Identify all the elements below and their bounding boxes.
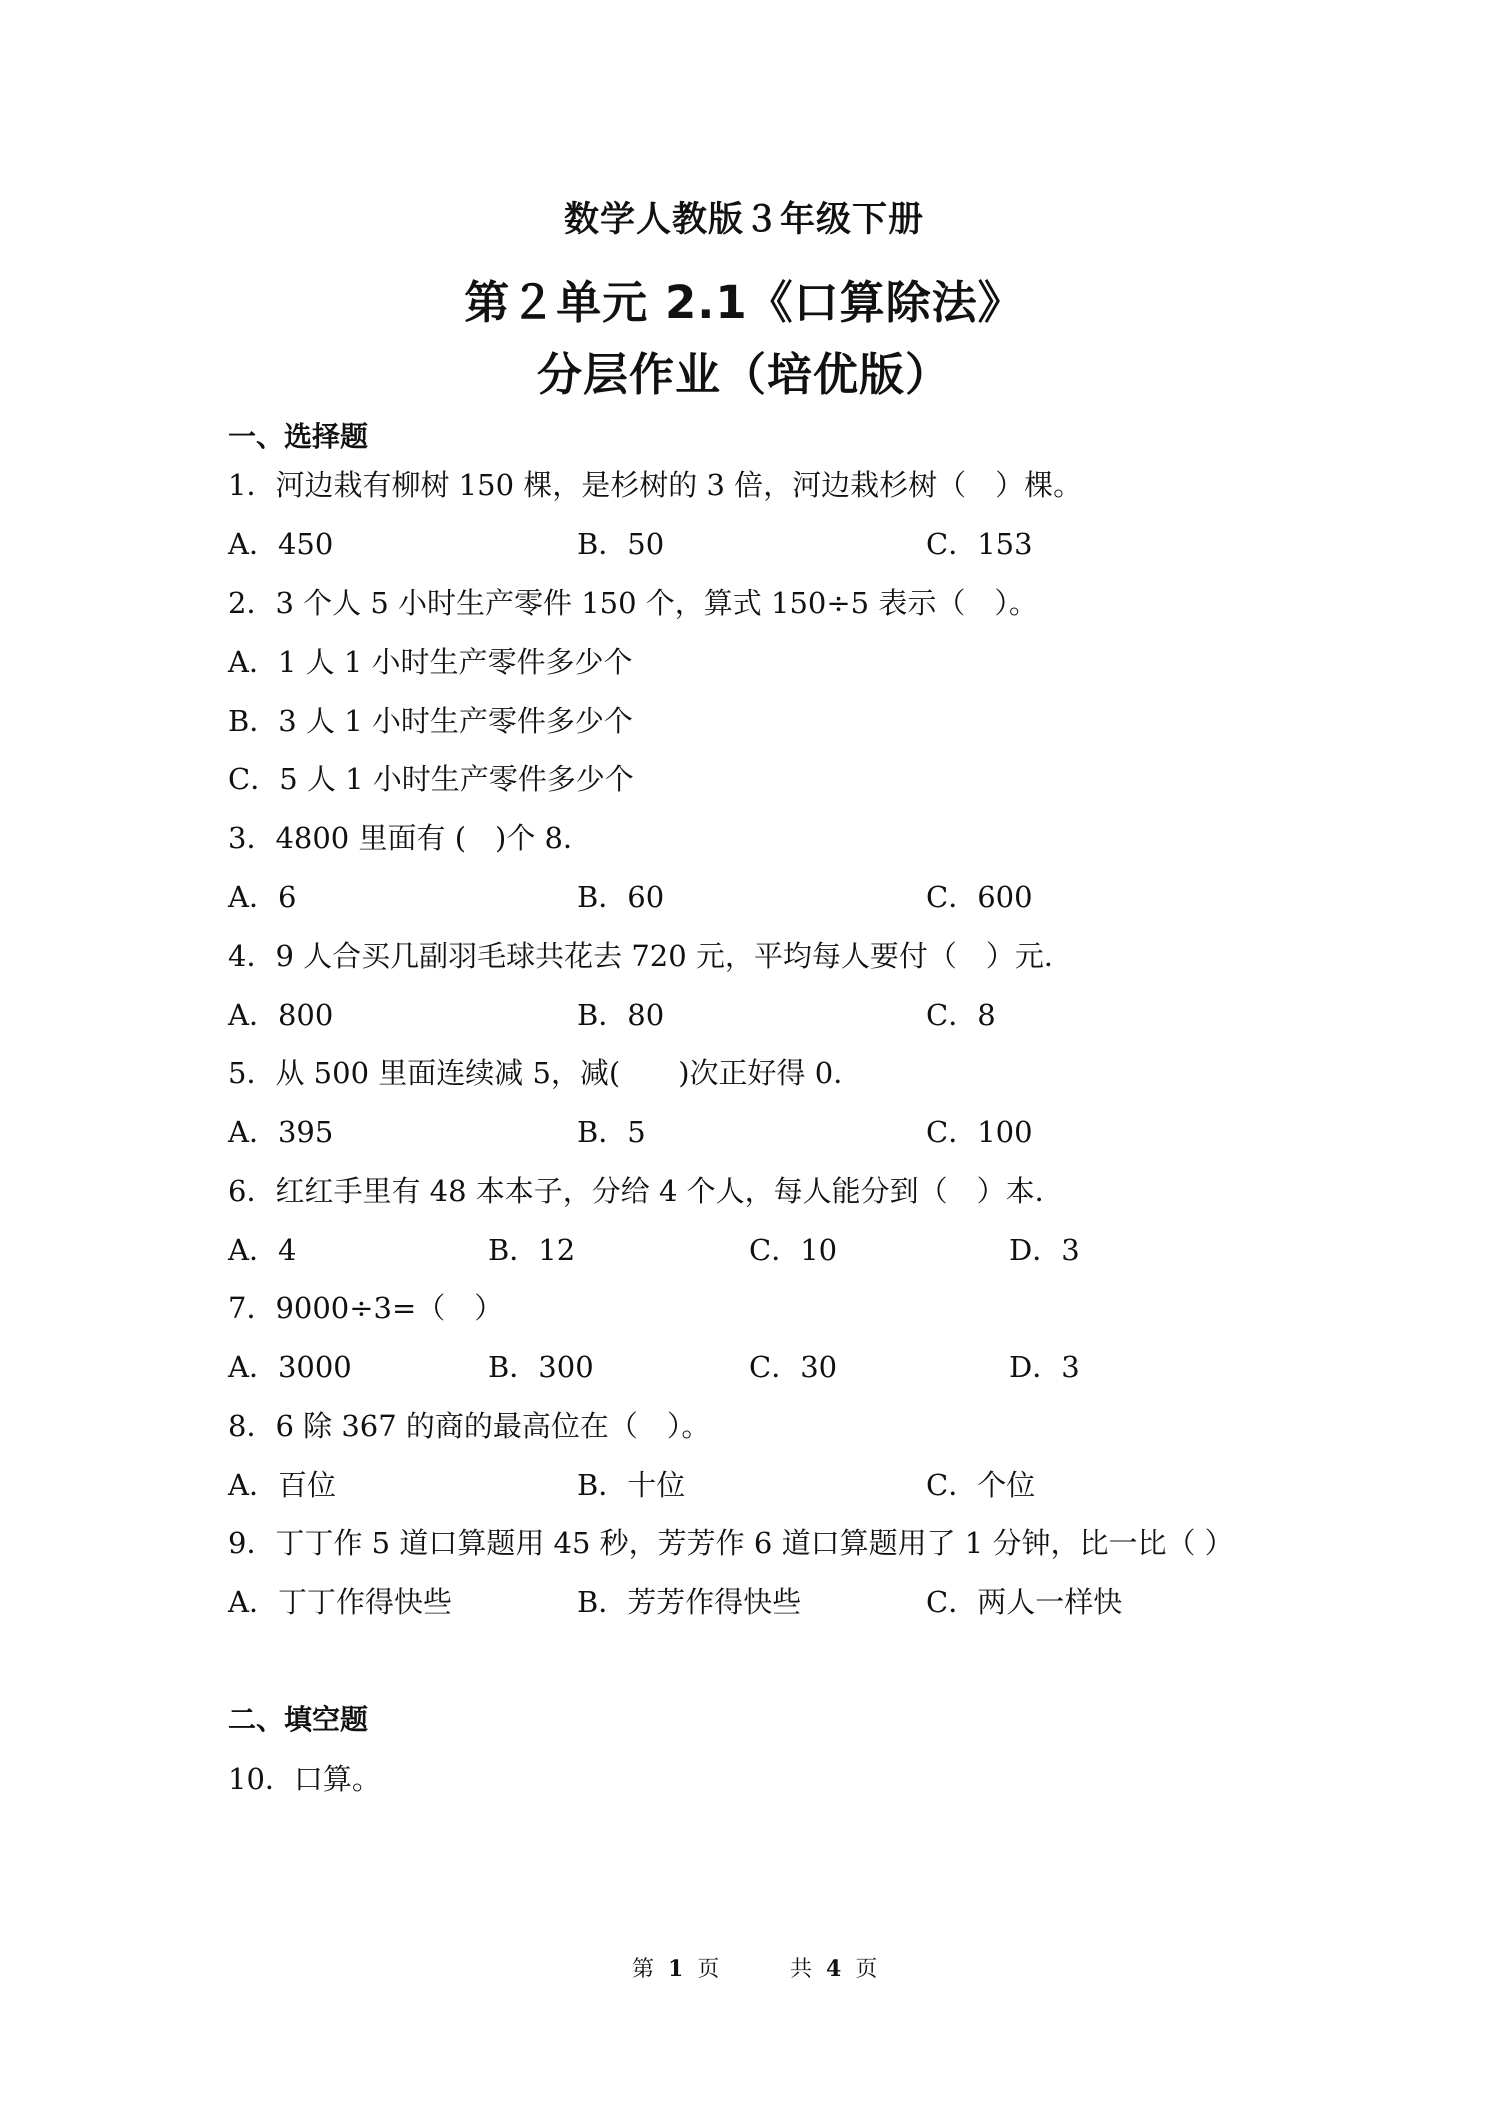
option-c: C．153 bbox=[926, 527, 1033, 561]
option-b: B．5 bbox=[577, 1115, 646, 1149]
option-b: B．80 bbox=[577, 998, 665, 1032]
option-b: B．3 人 1 小时生产零件多少个 bbox=[228, 704, 633, 738]
option-c: C．8 bbox=[926, 998, 996, 1032]
option-c: C．两人一样快 bbox=[926, 1585, 1123, 1619]
option-c: C．5 人 1 小时生产零件多少个 bbox=[228, 762, 634, 796]
page-num: 1 bbox=[668, 1956, 684, 1982]
total-suffix: 页 bbox=[855, 1957, 878, 1982]
question-stem: 7．9000÷3=（ ） bbox=[228, 1291, 504, 1325]
option-a: A．丁丁作得快些 bbox=[228, 1585, 452, 1619]
question-stem: 6．红红手里有 48 本本子，分给 4 个人，每人能分到（ ）本． bbox=[228, 1174, 1064, 1208]
page-total bbox=[790, 1958, 877, 1981]
page-suffix: 页 bbox=[697, 1957, 720, 1982]
option-b: B．十位 bbox=[577, 1468, 686, 1502]
question-stem: 3．4800 里面有 ( )个 8． bbox=[228, 821, 592, 855]
question-stem: 1．河边栽有柳树 150 棵，是杉树的 3 倍，河边栽杉树（ ）棵。 bbox=[228, 468, 1083, 502]
question-stem: 8．6 除 367 的商的最高位在（ ）。 bbox=[228, 1409, 711, 1443]
option-c: C．10 bbox=[749, 1233, 838, 1267]
page-prefix: 第 bbox=[632, 1957, 655, 1982]
question-stem: 5．从 500 里面连续减 5，减( )次正好得 0． bbox=[228, 1056, 863, 1090]
option-c: C．30 bbox=[749, 1350, 838, 1384]
subtitle-grade: 数学人教版３年级下册 bbox=[563, 200, 924, 240]
page-number bbox=[632, 1958, 719, 1981]
option-c: C．个位 bbox=[926, 1468, 1036, 1502]
option-a: A．4 bbox=[228, 1233, 297, 1267]
option-a: A．450 bbox=[228, 527, 334, 561]
question-stem: 4．9 人合买几副羽毛球共花去 720 元，平均每人要付（ ）元． bbox=[228, 939, 1073, 973]
option-c: C．100 bbox=[926, 1115, 1033, 1149]
option-b: B．60 bbox=[577, 880, 665, 914]
section-heading-fill: 二、填空题 bbox=[228, 1703, 369, 1736]
option-d: D．3 bbox=[1009, 1233, 1080, 1267]
question-stem: 2．3 个人 5 小时生产零件 150 个，算式 150÷5 表示（ ）。 bbox=[228, 586, 1038, 620]
option-d: D．3 bbox=[1009, 1350, 1080, 1384]
option-a: A．6 bbox=[228, 880, 297, 914]
worksheet-title: 分层作业（培优版） bbox=[536, 348, 951, 401]
unit-title: 第２单元 2.1《口算除法》 bbox=[464, 276, 1024, 329]
section-heading-choice: 一、选择题 bbox=[228, 420, 369, 453]
option-b: B．12 bbox=[488, 1233, 576, 1267]
total-prefix: 共 bbox=[790, 1957, 813, 1982]
total-num: 4 bbox=[826, 1956, 842, 1982]
option-a: A．百位 bbox=[228, 1468, 336, 1502]
option-b: B．芳芳作得快些 bbox=[577, 1585, 802, 1619]
option-c: C．600 bbox=[926, 880, 1033, 914]
option-a: A．800 bbox=[228, 998, 334, 1032]
option-a: A．395 bbox=[228, 1115, 334, 1149]
option-a: A．3000 bbox=[228, 1350, 352, 1384]
question-stem: 10．口算。 bbox=[228, 1762, 381, 1796]
question-stem: 9．丁丁作 5 道口算题用 45 秒，芳芳作 6 道口算题用了 1 分钟，比一比（ ） bbox=[228, 1526, 1234, 1560]
option-b: B．300 bbox=[488, 1350, 594, 1384]
option-b: B．50 bbox=[577, 527, 665, 561]
option-a: A．1 人 1 小时生产零件多少个 bbox=[228, 645, 633, 679]
